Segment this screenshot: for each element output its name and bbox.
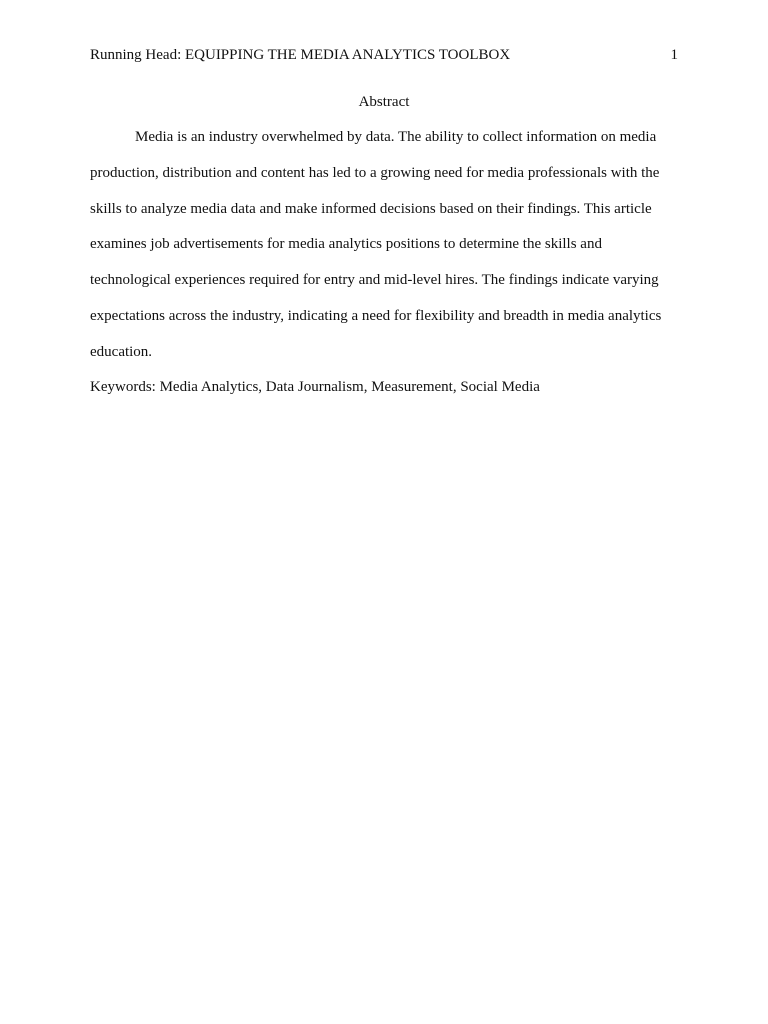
abstract-paragraph: Media is an industry overwhelmed by data. The ability to collect information on media production, distribution and content has led to a growing need for media professionals with the skills to analyze media data and make informed decisions based on their findings. This article examines job advertisements for media analytics positions to determine the skills and technological experiences required for entry and mid-level hires. The findings indicate varying expectations across the industry, indicating a need for flexibility and breadth in media analytics education. <box>90 129 662 360</box>
running-head: Running Head: EQUIPPING THE MEDIA ANALYTICS TOOLBOX <box>90 47 511 63</box>
keywords-line: Keywords: Media Analytics, Data Journalism, Measurement, Social Media <box>90 379 540 395</box>
page-number: 1 <box>670 47 678 63</box>
abstract-heading: Abstract <box>358 94 410 110</box>
